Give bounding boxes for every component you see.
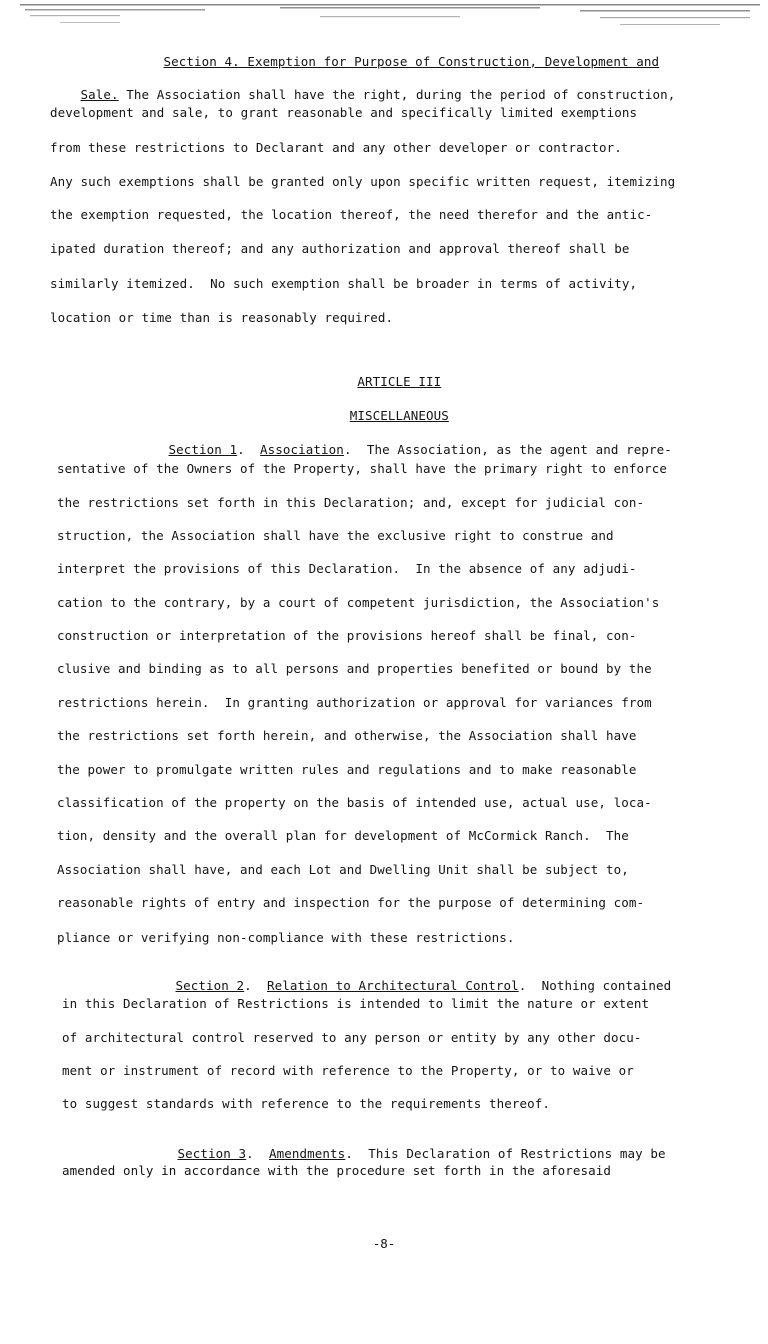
section4-heading-text: Section 4. Exemption for Purpose of Construction, Development and xyxy=(163,54,660,69)
sale-label: Sale. xyxy=(80,87,119,102)
section3-first-line-rest: . This Declaration of Restrictions may be xyxy=(345,1146,666,1161)
paragraph-line: amended only in accordance with the procedure set forth in the aforesaid xyxy=(62,1163,612,1178)
article-title-text: ARTICLE III xyxy=(357,374,442,389)
scan-noise xyxy=(20,0,760,40)
paragraph-line: Any such exemptions shall be granted only upon specific written request, itemizing xyxy=(50,174,676,189)
paragraph-line: the exemption requested, the location thereof, the need therefor and the antic- xyxy=(50,207,653,222)
paragraph-line: the restrictions set forth in this Declaration; and, except for judicial con- xyxy=(57,495,645,510)
paragraph-line: from these restrictions to Declarant and any other developer or contractor. xyxy=(50,140,622,155)
section1-first-line-rest: . The Association, as the agent and repre- xyxy=(343,442,672,457)
paragraph-line: ipated duration thereof; and any authorization and approval thereof shall be xyxy=(50,241,630,256)
paragraph-line: interpret the provisions of this Declaration. In the absence of any adjudi- xyxy=(57,561,637,576)
article-subtitle-text: MISCELLANEOUS xyxy=(349,408,449,423)
section3-heading: Amendments xyxy=(269,1146,346,1161)
section2-heading: Relation to Architectural Control xyxy=(267,978,519,993)
paragraph-line: classification of the property on the basis of intended use, actual use, loca- xyxy=(57,795,652,810)
paragraph-line: struction, the Association shall have the exclusive right to construe and xyxy=(57,528,614,543)
paragraph-line: the power to promulgate written rules and regulations and to make reasonable xyxy=(57,762,637,777)
paragraph-line: of architectural control reserved to any person or entity by any other docu- xyxy=(62,1030,642,1045)
section2-first-line: Section 2. Relation to Architectural Control. Nothing contained xyxy=(175,978,672,993)
section1-first-line: Section 1. Association. The Association, as the agent and repre- xyxy=(168,442,672,457)
text-line: The Association shall have the right, during the period of construction, xyxy=(118,87,676,102)
paragraph-line: the restrictions set forth herein, and otherwise, the Association shall have xyxy=(57,728,637,743)
paragraph-line: reasonable rights of entry and inspection for the purpose of determining com- xyxy=(57,895,645,910)
paragraph-line: pliance or verifying non-compliance with these restrictions. xyxy=(57,930,515,945)
section3-label: Section 3 xyxy=(177,1146,247,1161)
section1-heading: Association xyxy=(260,442,344,457)
paragraph-line: sentative of the Owners of the Property, shall have the primary right to enforce xyxy=(57,461,668,476)
paragraph-line: Association shall have, and each Lot and Dwelling Unit shall be subject to, xyxy=(57,862,629,877)
page-number: -8- xyxy=(372,1236,396,1251)
section2-label: Section 2 xyxy=(175,978,245,993)
paragraph-line: to suggest standards with reference to the requirements thereof. xyxy=(62,1096,551,1111)
section2-first-line-rest: . Nothing contained xyxy=(518,978,672,993)
paragraph-line: restrictions herein. In granting authorization or approval for variances from xyxy=(57,695,652,710)
paragraph-line: development and sale, to grant reasonable and specifically limited exemptions xyxy=(50,105,638,120)
paragraph-line: location or time than is reasonably required. xyxy=(50,310,394,325)
paragraph-line: clusive and binding as to all persons and properties benefited or bound by the xyxy=(57,661,652,676)
paragraph-line: in this Declaration of Restrictions is intended to limit the nature or extent xyxy=(62,996,650,1011)
paragraph-line: tion, density and the overall plan for development of McCormick Ranch. The xyxy=(57,828,629,843)
paragraph-line: similarly itemized. No such exemption shall be broader in terms of activity, xyxy=(50,276,638,291)
section3-first-line: Section 3. Amendments. This Declaration of Restrictions may be xyxy=(177,1146,666,1161)
section1-label: Section 1 xyxy=(168,442,238,457)
paragraph-line: construction or interpretation of the provisions hereof shall be final, con- xyxy=(57,628,637,643)
paragraph-line: cation to the contrary, by a court of competent jurisdiction, the Association's xyxy=(57,595,660,610)
paragraph-line: ment or instrument of record with reference to the Property, or to waive or xyxy=(62,1063,634,1078)
